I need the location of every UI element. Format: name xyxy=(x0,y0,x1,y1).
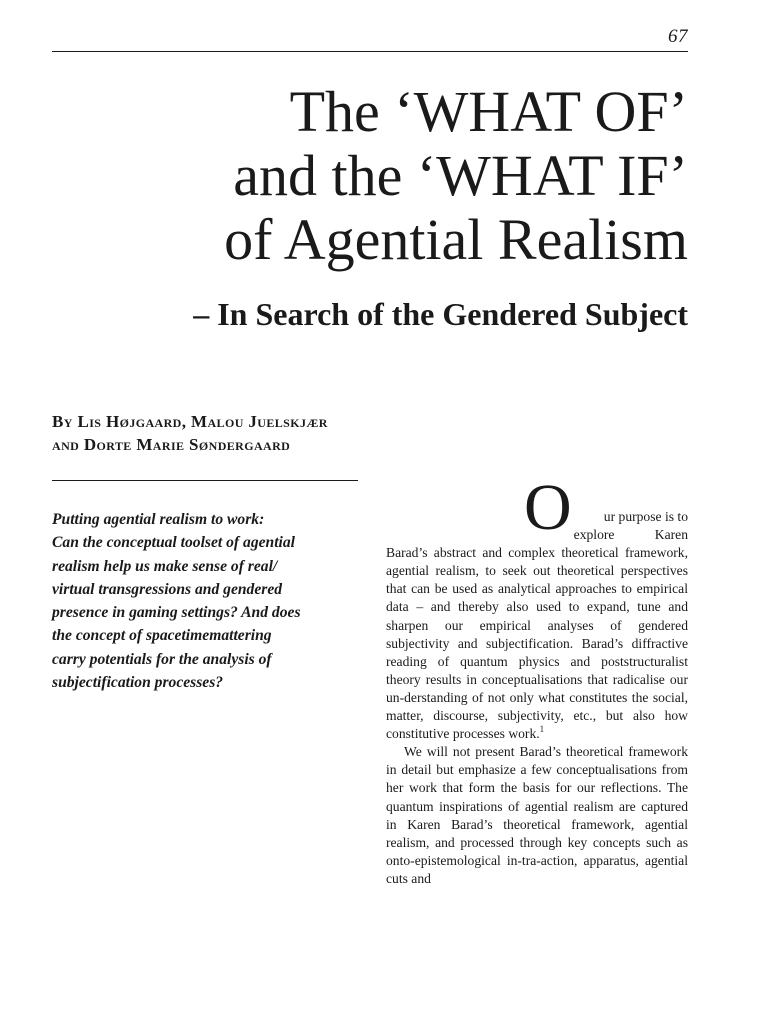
abstract-line: Can the conceptual toolset of agential xyxy=(52,534,296,552)
first-line-text: ur purpose is to xyxy=(603,509,688,524)
title-line-2: and the ‘WHAT IF’ xyxy=(233,143,688,208)
footnote-reference[interactable]: 1 xyxy=(539,724,545,735)
byline-rule xyxy=(52,480,358,481)
title-line-3: of Agential Realism xyxy=(224,207,688,272)
body-paragraph-2: We will not present Barad’s theoretical framework in detail but emphasize a few conceptualisations from her work that form the basis for our reflections. The quantum inspirations of agential realism are captured in Karen Barad’s theoretical framework, agential realism, and processed through key concepts such as onto-epistemological in-tra-action, apparatus, agential cuts and xyxy=(386,744,688,886)
first-line xyxy=(386,471,688,544)
title-line-1: The ‘WHAT OF’ xyxy=(289,79,688,144)
byline-line-1: By Lis Højgaard, Malou Juelskjær xyxy=(52,412,328,431)
body-paragraph-1 xyxy=(386,471,688,743)
abstract-line: subjectification processes? xyxy=(52,674,224,692)
header-rule xyxy=(52,51,688,52)
abstract-line: Putting agential realism to work: xyxy=(52,511,265,528)
abstract-line: carry potentials for the analysis of xyxy=(52,650,272,668)
byline-line-2: and Dorte Marie Søndergaard xyxy=(52,435,291,454)
page-number: 67 xyxy=(668,26,688,47)
abstract-line: presence in gaming settings? And does xyxy=(52,604,301,622)
body-text xyxy=(386,471,688,888)
author-byline xyxy=(52,410,328,456)
article-subtitle: – In Search of the Gendered Subject xyxy=(193,296,688,332)
abstract-line: realism help us make sense of real/ xyxy=(52,557,278,575)
abstract-line: the concept of spacetimemattering xyxy=(52,627,272,645)
article-title xyxy=(48,80,688,272)
drop-cap: O xyxy=(524,471,572,544)
paragraph-1-text: explore Karen Barad’s abstract and complex theoretical framework, agential realism, to seek out theoretical perspectives that can be used as analytical approaches to empirical data – and thereby also used to expand, tune and sharpen our empirical analyses of gendered subjectivity and subjectification. Barad’s diffractive reading of quantum physics and poststructuralist theory results in conceptualisations that radicalise our un-derstanding of not only what constitutes the social, matter, discourse, subjectivity, etc., but also how constitutive processes work. xyxy=(386,527,688,742)
abstract xyxy=(52,508,374,694)
abstract-line: virtual transgressions and gendered xyxy=(52,580,283,598)
